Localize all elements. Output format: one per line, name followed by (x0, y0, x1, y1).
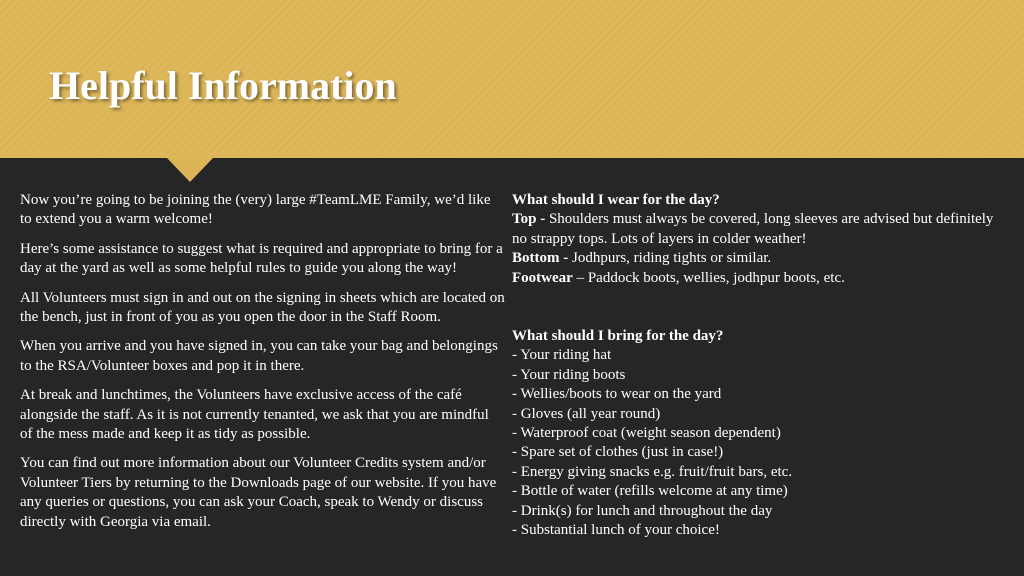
banner-notch (167, 158, 213, 182)
bring-list (512, 346, 1002, 540)
list-item: - Waterproof coat (weight season dependent) (512, 425, 781, 442)
page-title: Helpful Information (49, 63, 397, 108)
bottom-label: Bottom - (512, 250, 569, 267)
bring-section (512, 327, 1002, 540)
welcome-paragraph: Now you’re going to be joining the (very) large #TeamLME Family, we’d like to extend you a warm welcome! (20, 192, 491, 228)
left-column (20, 191, 505, 542)
cafe-paragraph: At break and lunchtimes, the Volunteers have exclusive access of the café alongside the staff. As it is not currently tenanted, we ask that you are mindful of the mess made and keep it as tidy as possible. (20, 387, 489, 443)
footwear-label: Footwear (512, 269, 573, 286)
wear-heading: What should I wear for the day? (512, 192, 720, 208)
section-spacer (512, 288, 1002, 327)
wear-bottom (512, 249, 1002, 268)
list-item: - Substantial lunch of your choice! (512, 522, 720, 539)
assistance-paragraph: Here’s some assistance to suggest what is required and appropriate to bring for a day at the yard as well as some helpful rules to guide you along the way! (20, 240, 503, 277)
list-item: - Bottle of water (refills welcome at any time) (512, 483, 788, 500)
bottom-text: Jodhpurs, riding tights or similar. (568, 250, 772, 267)
bring-heading: What should I bring for the day? (512, 328, 724, 345)
list-item: - Spare set of clothes (just in case!) (512, 444, 724, 461)
wear-footwear (512, 269, 1002, 288)
arrival-paragraph: When you arrive and you have signed in, you can take your bag and belongings to the RSA/Volunteer boxes and pop it in there. (20, 338, 498, 374)
footwear-text: – Paddock boots, wellies, jodhpur boots, etc. (572, 269, 845, 286)
list-item: - Energy giving snacks e.g. fruit/fruit bars, etc. (512, 463, 793, 480)
list-item: - Wellies/boots to wear on the yard (512, 386, 722, 403)
wear-top (512, 210, 1002, 249)
list-item: - Your riding hat (512, 347, 612, 364)
list-item: - Drink(s) for lunch and throughout the day (512, 502, 773, 519)
sign-in-paragraph: All Volunteers must sign in and out on the signing in sheets which are located on the bench, just in front of you as you open the door in the Staff Room. (20, 289, 505, 326)
wear-section (512, 191, 1002, 288)
list-item: - Your riding boots (512, 366, 626, 383)
right-column (512, 191, 1002, 541)
list-item: - Gloves (all year round) (512, 405, 661, 422)
top-label: Top - (512, 211, 546, 228)
title-banner (0, 0, 1024, 158)
more-info-paragraph: You can find out more information about our Volunteer Credits system and/or Volunteer Tiers by returning to the Downloads page of our website. If you have any queries or questions, you can ask your Coach, speak to Wendy or discuss directly with Georgia via email. (20, 455, 497, 530)
top-text: Shoulders must always be covered, long sleeves are advised but definitely no strappy tops. Lots of layers in colder weather! (512, 211, 994, 247)
